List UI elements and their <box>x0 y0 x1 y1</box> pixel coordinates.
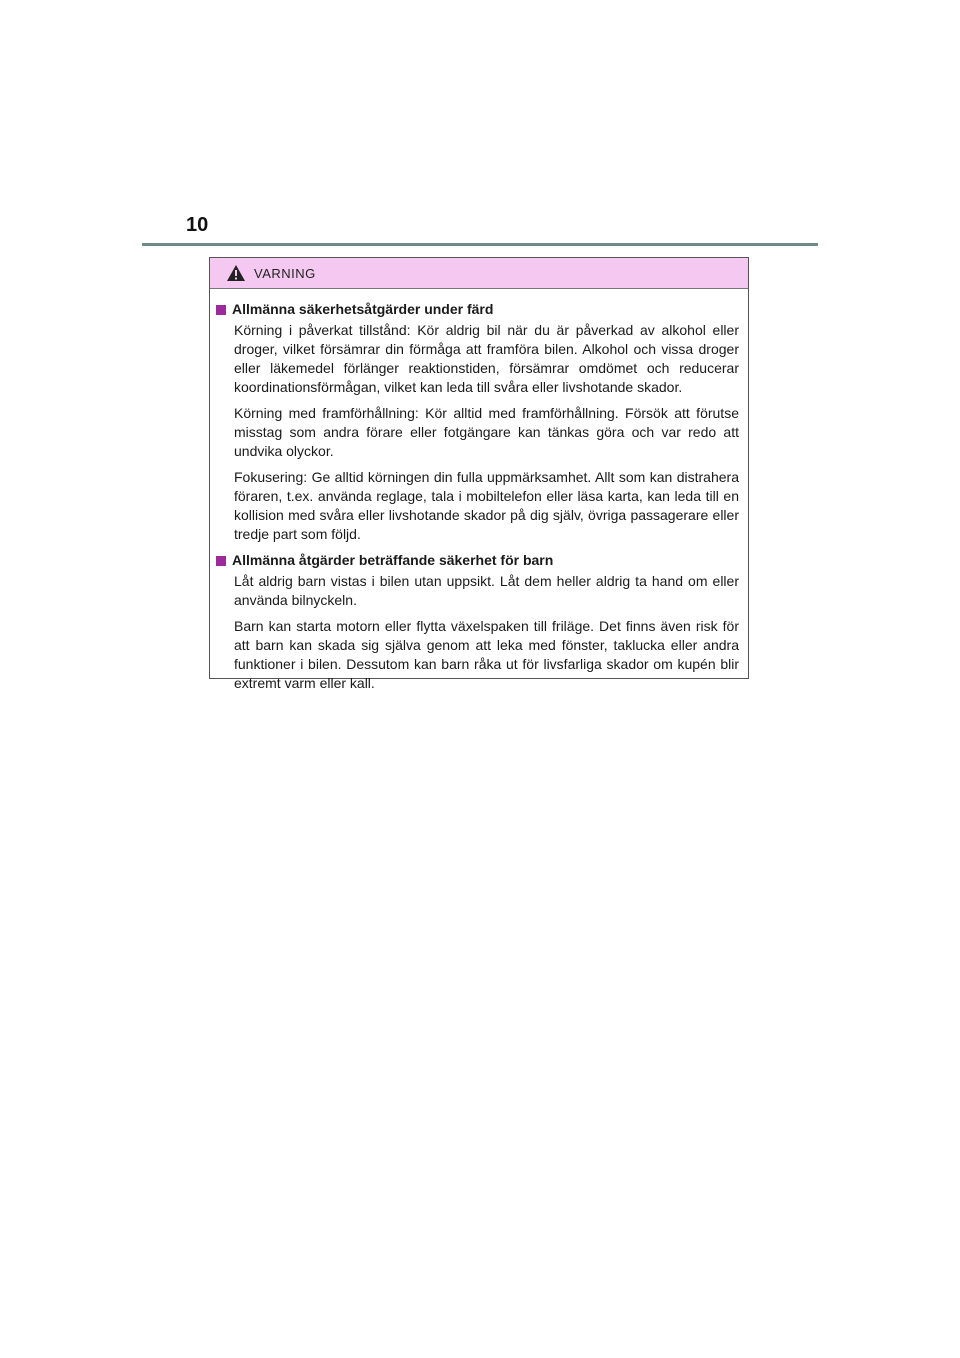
warning-header <box>210 258 748 289</box>
paragraph: Körning med framförhållning: Kör alltid med framförhållning. Försök att förutse misstag som andra förare eller fotgängare kan tänkas göra och var redo att undvika olyckor. <box>234 405 739 459</box>
warning-body <box>210 289 748 693</box>
paragraph: Låt aldrig barn vistas i bilen utan uppsikt. Låt dem heller aldrig ta hand om eller använda bilnyckeln. <box>234 573 739 608</box>
warning-box <box>209 257 749 691</box>
section-heading-text: Allmänna åtgärder beträffande säkerhet för barn <box>232 552 554 568</box>
paragraph: Körning i påverkat tillstånd: Kör aldrig bil när du är påverkad av alkohol eller droger, vilket försämrar din förmåga att framföra bilen. Alkohol och vissa droger eller läkemedel förlänger reaktionstiden, försämrar omdömet och reducerar koordinationsförmågan, vilket kan leda till svåra eller livshotande skador. <box>234 322 739 395</box>
page-number: 10 <box>186 214 209 236</box>
section-general-safety <box>216 300 739 544</box>
square-bullet-icon <box>216 556 226 566</box>
paragraph: Barn kan starta motorn eller flytta växelspaken till friläge. Det finns även risk för att barn kan skada sig själva genom att leka med fönster, taklucka eller andra funktioner i bilen. Dessutom kan barn råka ut för livsfarliga skador om kupén blir extremt varm eller kall. <box>234 618 739 691</box>
warning-title: VARNING <box>254 265 316 281</box>
warning-triangle-icon <box>226 264 246 282</box>
square-bullet-icon <box>216 305 226 315</box>
section-heading <box>216 300 739 319</box>
paragraph: Fokusering: Ge alltid körningen din fulla uppmärksamhet. Allt som kan distrahera föraren, t.ex. använda reglage, tala i mobiltelefon eller läsa karta, kan leda till en kollision med svåra eller livshotande skador på dig själv, övriga passagerare eller tredje part som följd. <box>234 469 739 542</box>
section-heading <box>216 551 739 570</box>
section-heading-text: Allmänna säkerhetsåtgärder under färd <box>232 301 494 317</box>
section-child-safety <box>216 551 739 693</box>
header-rule <box>142 243 818 246</box>
